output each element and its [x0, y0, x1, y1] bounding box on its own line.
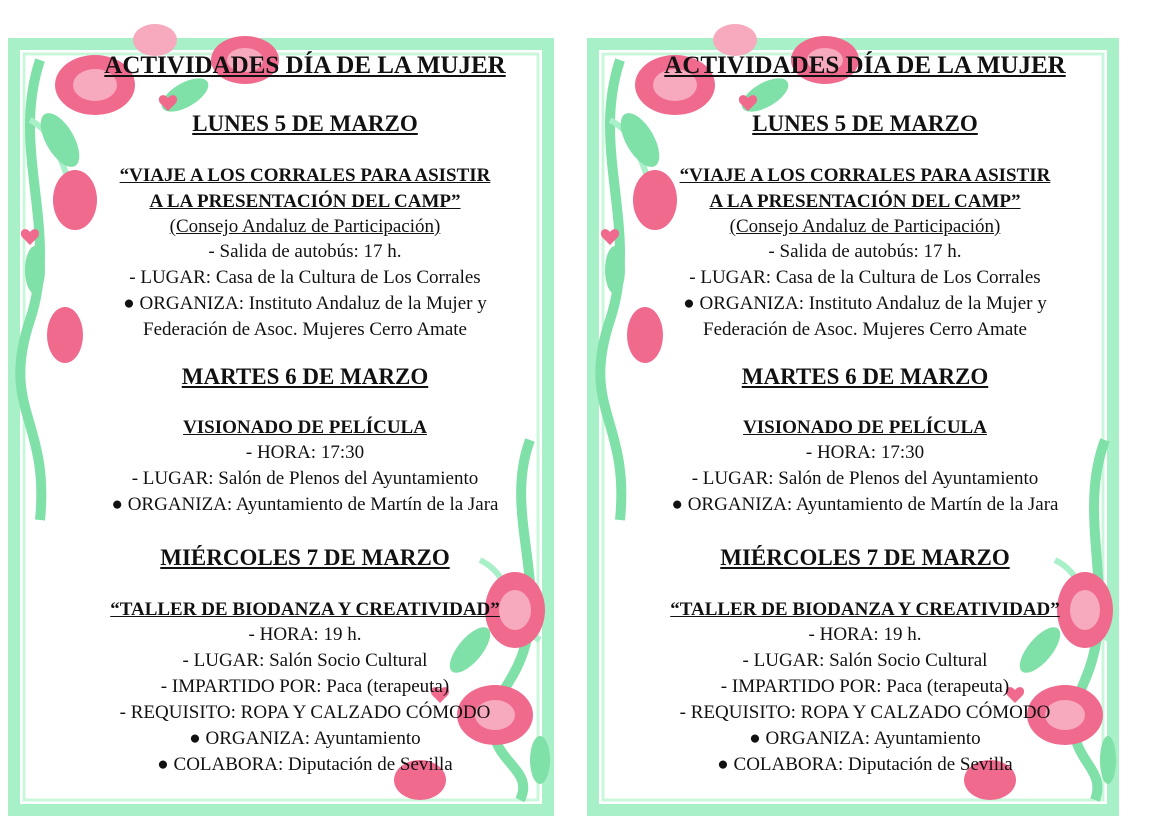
day1-detail: Federación de Asoc. Mujeres Cerro Amate — [143, 319, 467, 340]
day2-detail: - HORA: 17:30 — [245, 442, 365, 463]
day2-heading: MARTES 6 DE MARZO — [741, 364, 989, 389]
day2-detail: ● ORGANIZA: Ayuntamiento de Martín de la Jara — [111, 494, 499, 515]
flyer-right — [560, 0, 1120, 826]
day3-detail: - REQUISITO: ROPA Y CALZADO CÓMODO — [119, 702, 491, 723]
day1-detail: ● ORGANIZA: Instituto Andaluz de la Mujer y — [683, 293, 1047, 314]
day2-detail: - LUGAR: Salón de Plenos del Ayuntamiento — [691, 468, 1039, 489]
day3-event-title: “TALLER DE BIODANZA Y CREATIVIDAD” — [110, 599, 500, 620]
day3-heading: MIÉRCOLES 7 DE MARZO — [720, 545, 1010, 570]
day3-detail: - IMPARTIDO POR: Paca (terapeuta) — [160, 676, 450, 697]
day3-detail: - REQUISITO: ROPA Y CALZADO CÓMODO — [679, 702, 1051, 723]
day1-event-subtitle: (Consejo Andaluz de Participación) — [169, 216, 441, 237]
day1-detail: ● ORGANIZA: Instituto Andaluz de la Mujer y — [123, 293, 487, 314]
day3-event-title: “TALLER DE BIODANZA Y CREATIVIDAD” — [670, 599, 1060, 620]
day1-heading: LUNES 5 DE MARZO — [752, 111, 978, 136]
day2-event-title: VISIONADO DE PELÍCULA — [183, 417, 427, 438]
day1-heading: LUNES 5 DE MARZO — [192, 111, 418, 136]
day3-detail: ● COLABORA: Diputación de Sevilla — [157, 754, 453, 775]
flyer-left — [0, 0, 560, 826]
day1-event-title-line1: “VIAJE A LOS CORRALES PARA ASISTIR — [119, 165, 491, 186]
day3-detail: - IMPARTIDO POR: Paca (terapeuta) — [720, 676, 1010, 697]
day1-detail: - Salida de autobús: 17 h. — [208, 241, 402, 262]
day1-detail: - Salida de autobús: 17 h. — [768, 241, 962, 262]
flyer-title: ACTIVIDADES DÍA DE LA MUJER — [104, 52, 506, 79]
day1-event-title-line2: A LA PRESENTACIÓN DEL CAMP” — [709, 191, 1021, 212]
day3-detail: - LUGAR: Salón Socio Cultural — [742, 650, 988, 671]
day3-detail: - HORA: 19 h. — [808, 624, 922, 645]
day2-detail: - LUGAR: Salón de Plenos del Ayuntamiento — [131, 468, 479, 489]
day1-detail: Federación de Asoc. Mujeres Cerro Amate — [703, 319, 1027, 340]
day3-detail: - LUGAR: Salón Socio Cultural — [182, 650, 428, 671]
day1-event-subtitle: (Consejo Andaluz de Participación) — [729, 216, 1001, 237]
day1-detail: - LUGAR: Casa de la Cultura de Los Corrales — [129, 267, 481, 288]
day2-heading: MARTES 6 DE MARZO — [181, 364, 429, 389]
day2-event-title: VISIONADO DE PELÍCULA — [743, 417, 987, 438]
day3-detail: - HORA: 19 h. — [248, 624, 362, 645]
day3-heading: MIÉRCOLES 7 DE MARZO — [160, 545, 450, 570]
day2-detail: ● ORGANIZA: Ayuntamiento de Martín de la Jara — [671, 494, 1059, 515]
day1-event-title-line2: A LA PRESENTACIÓN DEL CAMP” — [149, 191, 461, 212]
flyer-title: ACTIVIDADES DÍA DE LA MUJER — [664, 52, 1066, 79]
day3-detail: ● ORGANIZA: Ayuntamiento — [749, 728, 981, 749]
day1-detail: - LUGAR: Casa de la Cultura de Los Corrales — [689, 267, 1041, 288]
day3-detail: ● COLABORA: Diputación de Sevilla — [717, 754, 1013, 775]
day1-event-title-line1: “VIAJE A LOS CORRALES PARA ASISTIR — [679, 165, 1051, 186]
day2-detail: - HORA: 17:30 — [805, 442, 925, 463]
day3-detail: ● ORGANIZA: Ayuntamiento — [189, 728, 421, 749]
